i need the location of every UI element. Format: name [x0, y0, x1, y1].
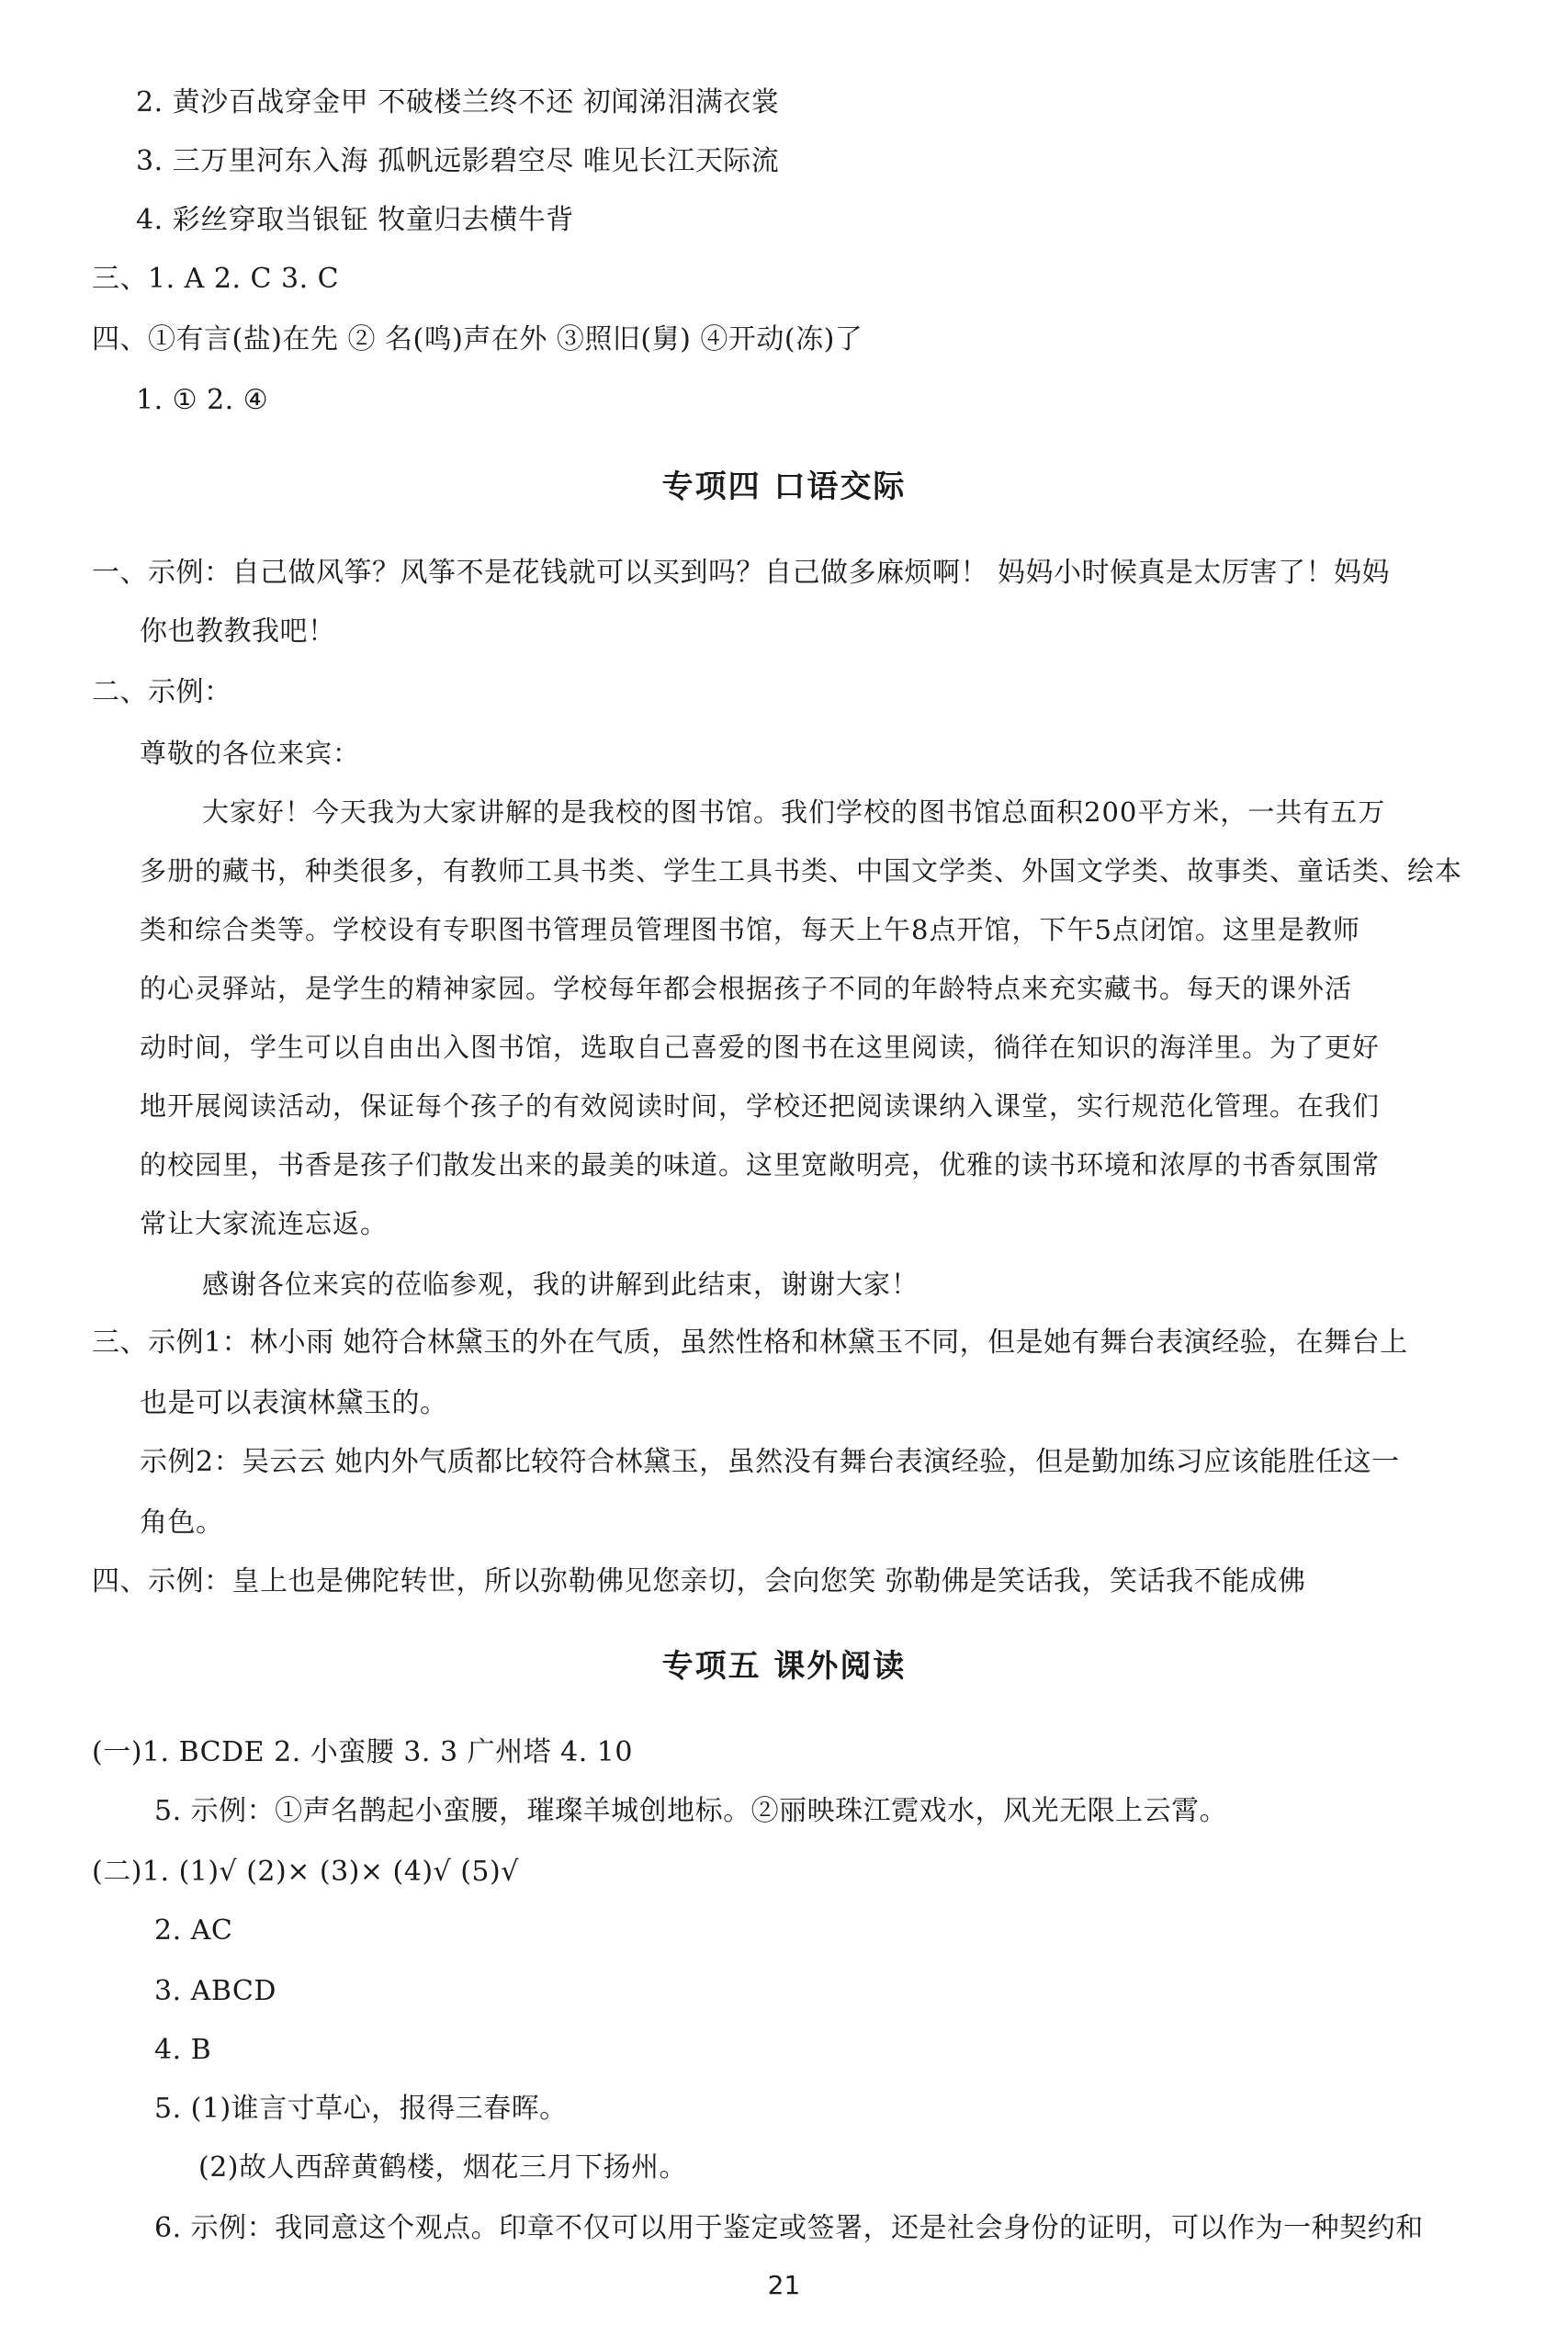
speech-line: 多册的藏书，种类很多，有教师工具书类、学生工具书类、中国文学类、外国文学类、故事类、童话类、绘本: [140, 855, 1463, 886]
answer-line: 5. 示例：①声名鹊起小蛮腰，璀璨羊城创地标。②丽映珠江霓戏水，风光无限上云霄。: [154, 1795, 1228, 1827]
answer-line: 示例2：吴云云 她内外气质都比较符合林黛玉，虽然没有舞台表演经验，但是勤加练习应该能胜任这一: [140, 1446, 1400, 1478]
page-number: 21: [767, 2270, 801, 2300]
speech-line: 类和综合类等。学校设有专职图书管理员管理图书馆，每天上午8点开馆，下午5点闭馆。这里是教师: [140, 914, 1360, 945]
answer-line: 2. 黄沙百战穿金甲 不破楼兰终不还 初闻涕泪满衣裳: [136, 86, 780, 119]
answer-line: 4. B: [154, 2034, 212, 2066]
speech-line: 的心灵驿站，是学生的精神家园。学校每年都会根据孩子不同的年龄特点来充实藏书。每天的课外活: [140, 973, 1353, 1004]
section-heading: 专项五 课外阅读: [661, 1648, 907, 1685]
answer-line: 三、1. A 2. C 3. C: [92, 263, 340, 295]
answer-line: 三、示例1：林小雨 她符合林黛玉的外在气质，虽然性格和林黛玉不同，但是她有舞台表演经验，在舞台上: [92, 1326, 1408, 1359]
answer-line: 6. 示例：我同意这个观点。印章不仅可以用于鉴定或签署，还是社会身份的证明，可以作为一种契约和: [154, 2212, 1424, 2244]
answer-line: 5. (1)谁言寸草心，报得三春晖。: [154, 2093, 568, 2125]
answer-line: 四、①有言(盐)在先 ② 名(鸣)声在外 ③照旧(舅) ④开动(冻)了: [92, 323, 863, 356]
answer-line: 3. 三万里河东入海 孤帆远影碧空尽 唯见长江天际流: [136, 145, 780, 177]
answer-line: 2. AC: [154, 1914, 233, 1947]
answer-line: (二)1. (1)√ (2)× (3)× (4)√ (5)√: [92, 1856, 519, 1888]
answer-line: 角色。: [140, 1507, 224, 1539]
answer-line: (2)故人西辞黄鹤楼，烟花三月下扬州。: [198, 2151, 687, 2184]
answer-line: 一、示例：自己做风筝？风筝不是花钱就可以买到吗？自己做多麻烦啊！ 妈妈小时候真是太厉害了！妈妈: [92, 557, 1391, 589]
answer-line: 四、示例：皇上也是佛陀转世，所以弥勒佛见您亲切，会向您笑 弥勒佛是笑话我，笑话我不能成佛: [92, 1565, 1306, 1597]
speech-greeting: 尊敬的各位来宾：: [140, 738, 361, 769]
speech-line: 的校园里，书香是孩子们散发出来的最美的味道。这里宽敞明亮，优雅的读书环境和浓厚的书香氛围常: [140, 1149, 1381, 1180]
answer-line: 1. ① 2. ④: [136, 384, 269, 416]
speech-line: 动时间，学生可以自由出入图书馆，选取自己喜爱的图书在这里阅读，徜徉在知识的海洋里。为了更好: [140, 1032, 1381, 1063]
answer-line: 你也教教我吧！: [140, 615, 336, 648]
speech-line: 感谢各位来宾的莅临参观，我的讲解到此结束，谢谢大家！: [202, 1269, 919, 1300]
answer-line: (一)1. BCDE 2. 小蛮腰 3. 3 广州塔 4. 10: [92, 1736, 633, 1768]
answer-line: 4. 彩丝穿取当银钲 牧童归去横牛背: [136, 204, 574, 236]
section-heading: 专项四 口语交际: [661, 468, 907, 505]
answer-line: 二、示例：: [92, 676, 232, 708]
speech-line: 地开展阅读活动，保证每个孩子的有效阅读时间，学校还把阅读课纳入课堂，实行规范化管理。在我们: [140, 1090, 1381, 1122]
speech-line: 常让大家流连忘返。: [140, 1208, 389, 1239]
answer-line: 3. ABCD: [154, 1975, 276, 2007]
answer-line: 也是可以表演林黛玉的。: [140, 1387, 448, 1419]
speech-line: 大家好！今天我为大家讲解的是我校的图书馆。我们学校的图书馆总面积200平方米，一共有五万: [202, 796, 1386, 828]
